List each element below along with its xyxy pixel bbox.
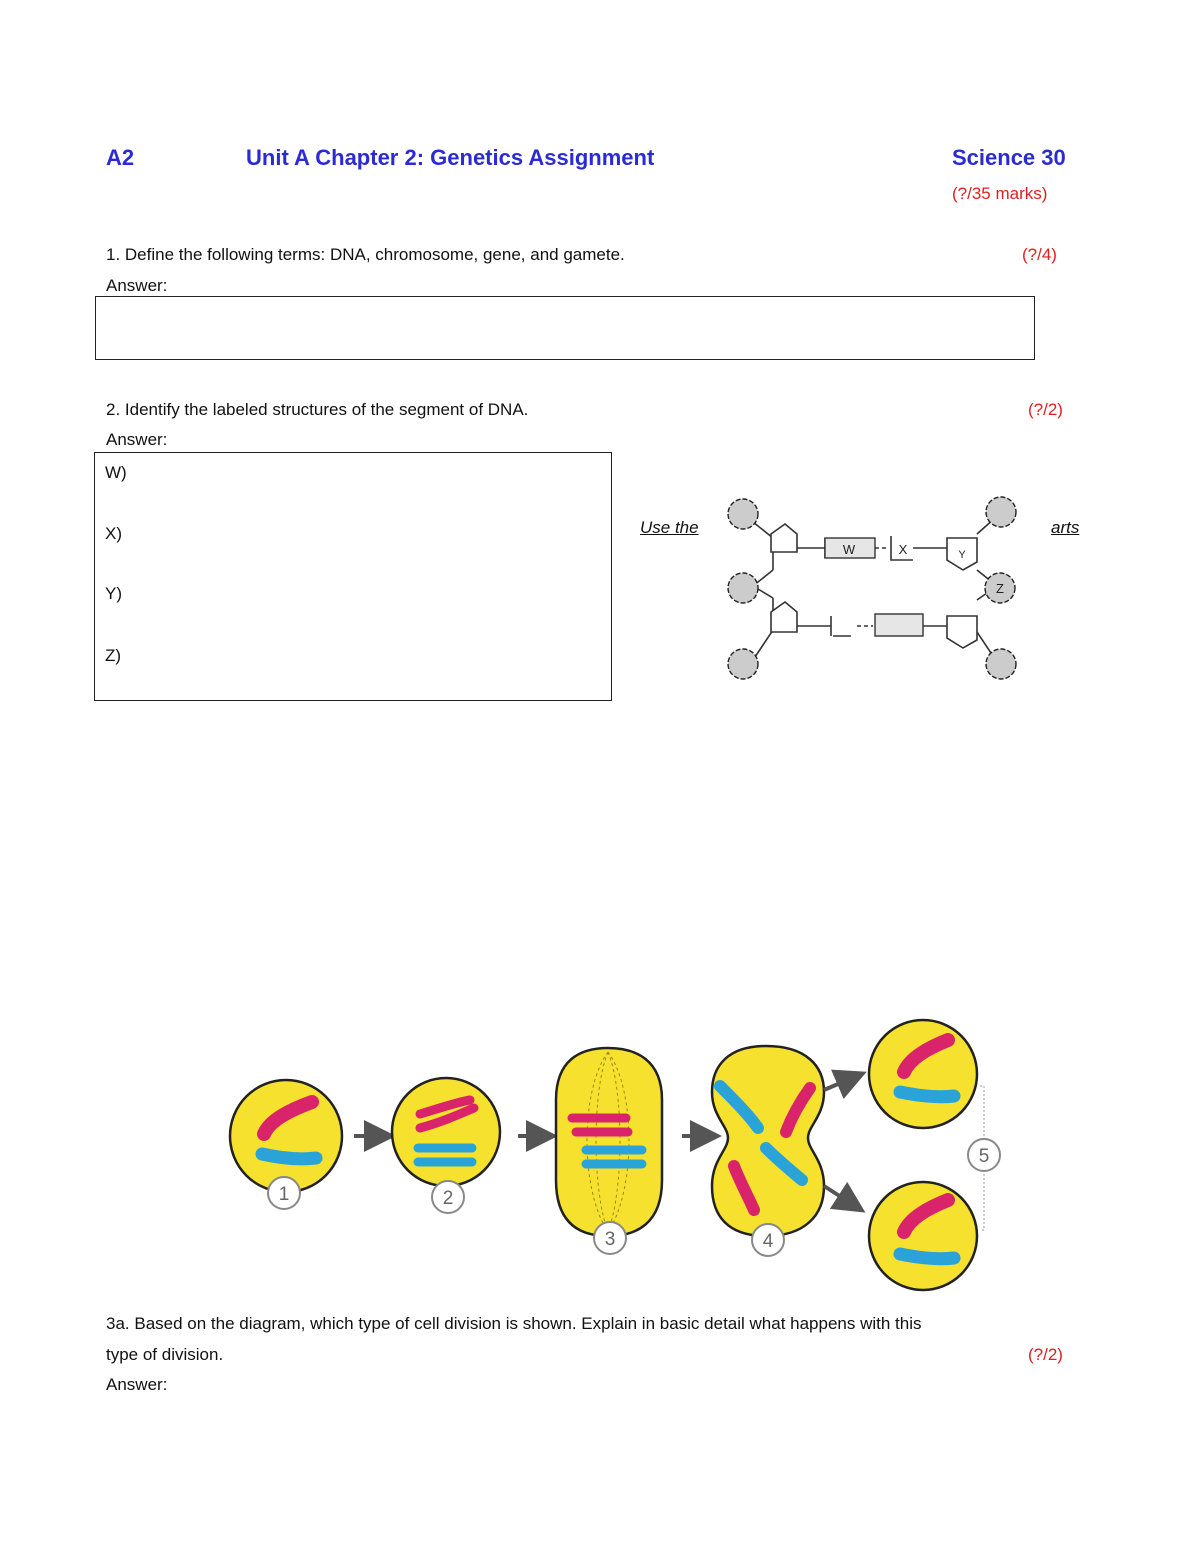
question-1-text: 1. Define the following terms: DNA, chromosome, gene, and gamete. (106, 245, 625, 264)
answer-item-w: W) (105, 463, 127, 482)
dna-segment-diagram (715, 490, 1055, 690)
question-1-answer-box[interactable] (95, 296, 1035, 360)
question-3a-marks: (?/2) (1028, 1345, 1063, 1364)
page-title: Unit A Chapter 2: Genetics Assignment (246, 145, 655, 170)
label-z: Z (996, 581, 1004, 596)
question-2-answer-label: Answer: (106, 430, 168, 449)
stage-label-2: 2 (442, 1188, 454, 1209)
question-2-answer-box[interactable] (94, 452, 612, 701)
label-x: X (898, 542, 908, 557)
stage-label-1: 1 (278, 1184, 290, 1205)
question-3a-text-line2: type of division. (106, 1345, 224, 1364)
course-name: Science 30 (952, 145, 1066, 170)
question-1-answer-label: Answer: (106, 276, 168, 295)
answer-item-z: Z) (105, 646, 122, 665)
cell-stage-3 (556, 1048, 662, 1236)
question-2-text: 2. Identify the labeled structures of the segment of DNA. (106, 400, 529, 419)
cell-stage-4 (712, 1046, 824, 1236)
base-bottom (875, 614, 923, 636)
cell-stage-1 (230, 1080, 342, 1192)
label-w: W (842, 542, 856, 557)
total-marks: (?/35 marks) (952, 184, 1048, 203)
side-text-right: arts (1051, 518, 1080, 537)
cell-stage-2 (392, 1078, 500, 1186)
question-3a-text-line1: 3a. Based on the diagram, which type of cell division is shown. Explain in basic detail what happens with this (106, 1314, 922, 1333)
label-y: Y (958, 549, 966, 561)
stage-label-5: 5 (978, 1146, 990, 1167)
assignment-code: A2 (106, 145, 135, 170)
daughter-cell-top (869, 1020, 977, 1128)
stage-label-3: 3 (604, 1229, 616, 1250)
side-text-left: Use the (640, 518, 699, 537)
question-1-marks: (?/4) (1022, 245, 1057, 264)
question-2-marks: (?/2) (1028, 400, 1063, 419)
daughter-cell-bottom (869, 1182, 977, 1290)
question-3a-answer-label: Answer: (106, 1375, 168, 1394)
mitosis-diagram (220, 1010, 1010, 1300)
stage-label-4: 4 (762, 1231, 774, 1252)
answer-item-y: Y) (105, 584, 122, 603)
answer-item-x: X) (105, 524, 122, 543)
